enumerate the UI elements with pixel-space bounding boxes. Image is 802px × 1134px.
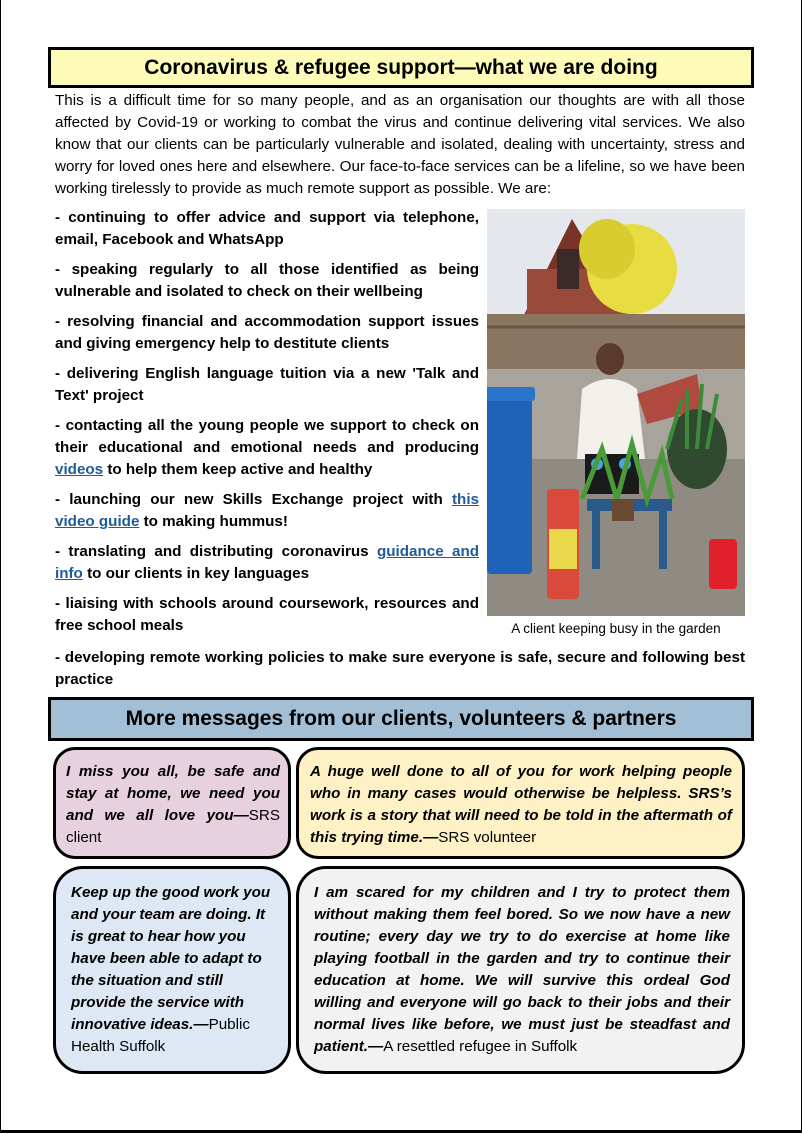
quote-volunteer: [296, 747, 745, 859]
section-heading-messages: More messages from our clients, volunteers & partners: [48, 697, 754, 741]
bullet-financial: - resolving financial and accommodation support issues and giving emergency help to destitute clients: [55, 313, 479, 352]
quote-refugee: [296, 866, 745, 1074]
quote-volunteer-attribution: SRS volunteer: [438, 829, 537, 846]
bullet-translating-text: - translating and distributing coronavirus: [55, 543, 377, 560]
guidance-link[interactable]: guidance and info: [55, 543, 480, 582]
bullet-remote-working: - developing remote working policies to make sure everyone is safe, secure and following best practice: [55, 649, 745, 688]
quote-volunteer-text: A huge well done to all of you for work helping people who in many cases would otherwise be helpless. SRS’s work is a story that will need to be told in the aftermath of this trying time.—: [310, 763, 732, 846]
bullet-young-people-text: - contacting all the young people we support to check on their educational and emotional needs and producing: [55, 417, 479, 456]
bullet-skills-exchange-text: - launching our new Skills Exchange project with: [55, 491, 452, 508]
support-list: [55, 207, 479, 645]
intro-paragraph: This is a difficult time for so many people, and as an organisation our thoughts are with all those affected by Covid-19 or working to combat the virus and continue delivering vital services. We also know that our clients can be particularly vulnerable and isolated, dealing with uncertainty, stress and worry for loved ones here and elsewhere. Our face-to-face services can be a lifeline, so we have been working tirelessly to provide as much remote support as possible. We are:: [55, 92, 745, 197]
quote-client-attribution: SRS client: [66, 807, 280, 846]
bullet-skills-exchange: [55, 489, 479, 533]
bullet-advice: - continuing to offer advice and support via telephone, email, Facebook and WhatsApp: [55, 209, 479, 248]
quote-refugee-text: I am scared for my children and I try to protect them without making them feel bored. So we now have a new routine; every day we try to do exercise at home like playing football in the garden and try to continue their education at home. We will survive this ordeal God willing and everyone will go back to their jobs and their normal lives like before, we must just be steadfast and patient.—: [314, 884, 730, 1055]
bullet-young-people-text-end: to help them keep active and healthy: [103, 461, 373, 478]
quote-client: [53, 747, 291, 859]
quote-public-health: [53, 866, 291, 1074]
section-heading-coronavirus: Coronavirus & refugee support—what we are doing: [48, 47, 754, 88]
bullet-vulnerable: - speaking regularly to all those identified as being vulnerable and isolated to check on their wellbeing: [55, 261, 479, 300]
garden-photo: [487, 209, 745, 616]
bullet-young-people: [55, 415, 479, 481]
videos-link[interactable]: videos: [55, 461, 104, 478]
bullet-skills-exchange-text-end: to making hummus!: [139, 513, 288, 530]
quote-public-health-text: Keep up the good work you and your team are doing. It is great to hear how you have been able to adapt to the situation and still provide the service with innovative ideas.—: [71, 884, 271, 1033]
quote-public-health-attribution: Public Health Suffolk: [71, 1016, 250, 1055]
photo-caption: A client keeping busy in the garden: [511, 621, 721, 636]
bullet-schools: - liaising with schools around coursework, resources and free school meals: [55, 595, 479, 634]
bullet-translating-text-end: to our clients in key languages: [82, 565, 310, 582]
video-guide-link[interactable]: this video guide: [55, 491, 479, 530]
bullet-translating: [55, 541, 479, 585]
quote-refugee-attribution: A resettled refugee in Suffolk: [383, 1038, 578, 1055]
quote-client-text: I miss you all, be safe and stay at home, we need you and we all love you—: [66, 763, 280, 824]
bullet-english-tuition: - delivering English language tuition via a new 'Talk and Text' project: [55, 365, 479, 404]
